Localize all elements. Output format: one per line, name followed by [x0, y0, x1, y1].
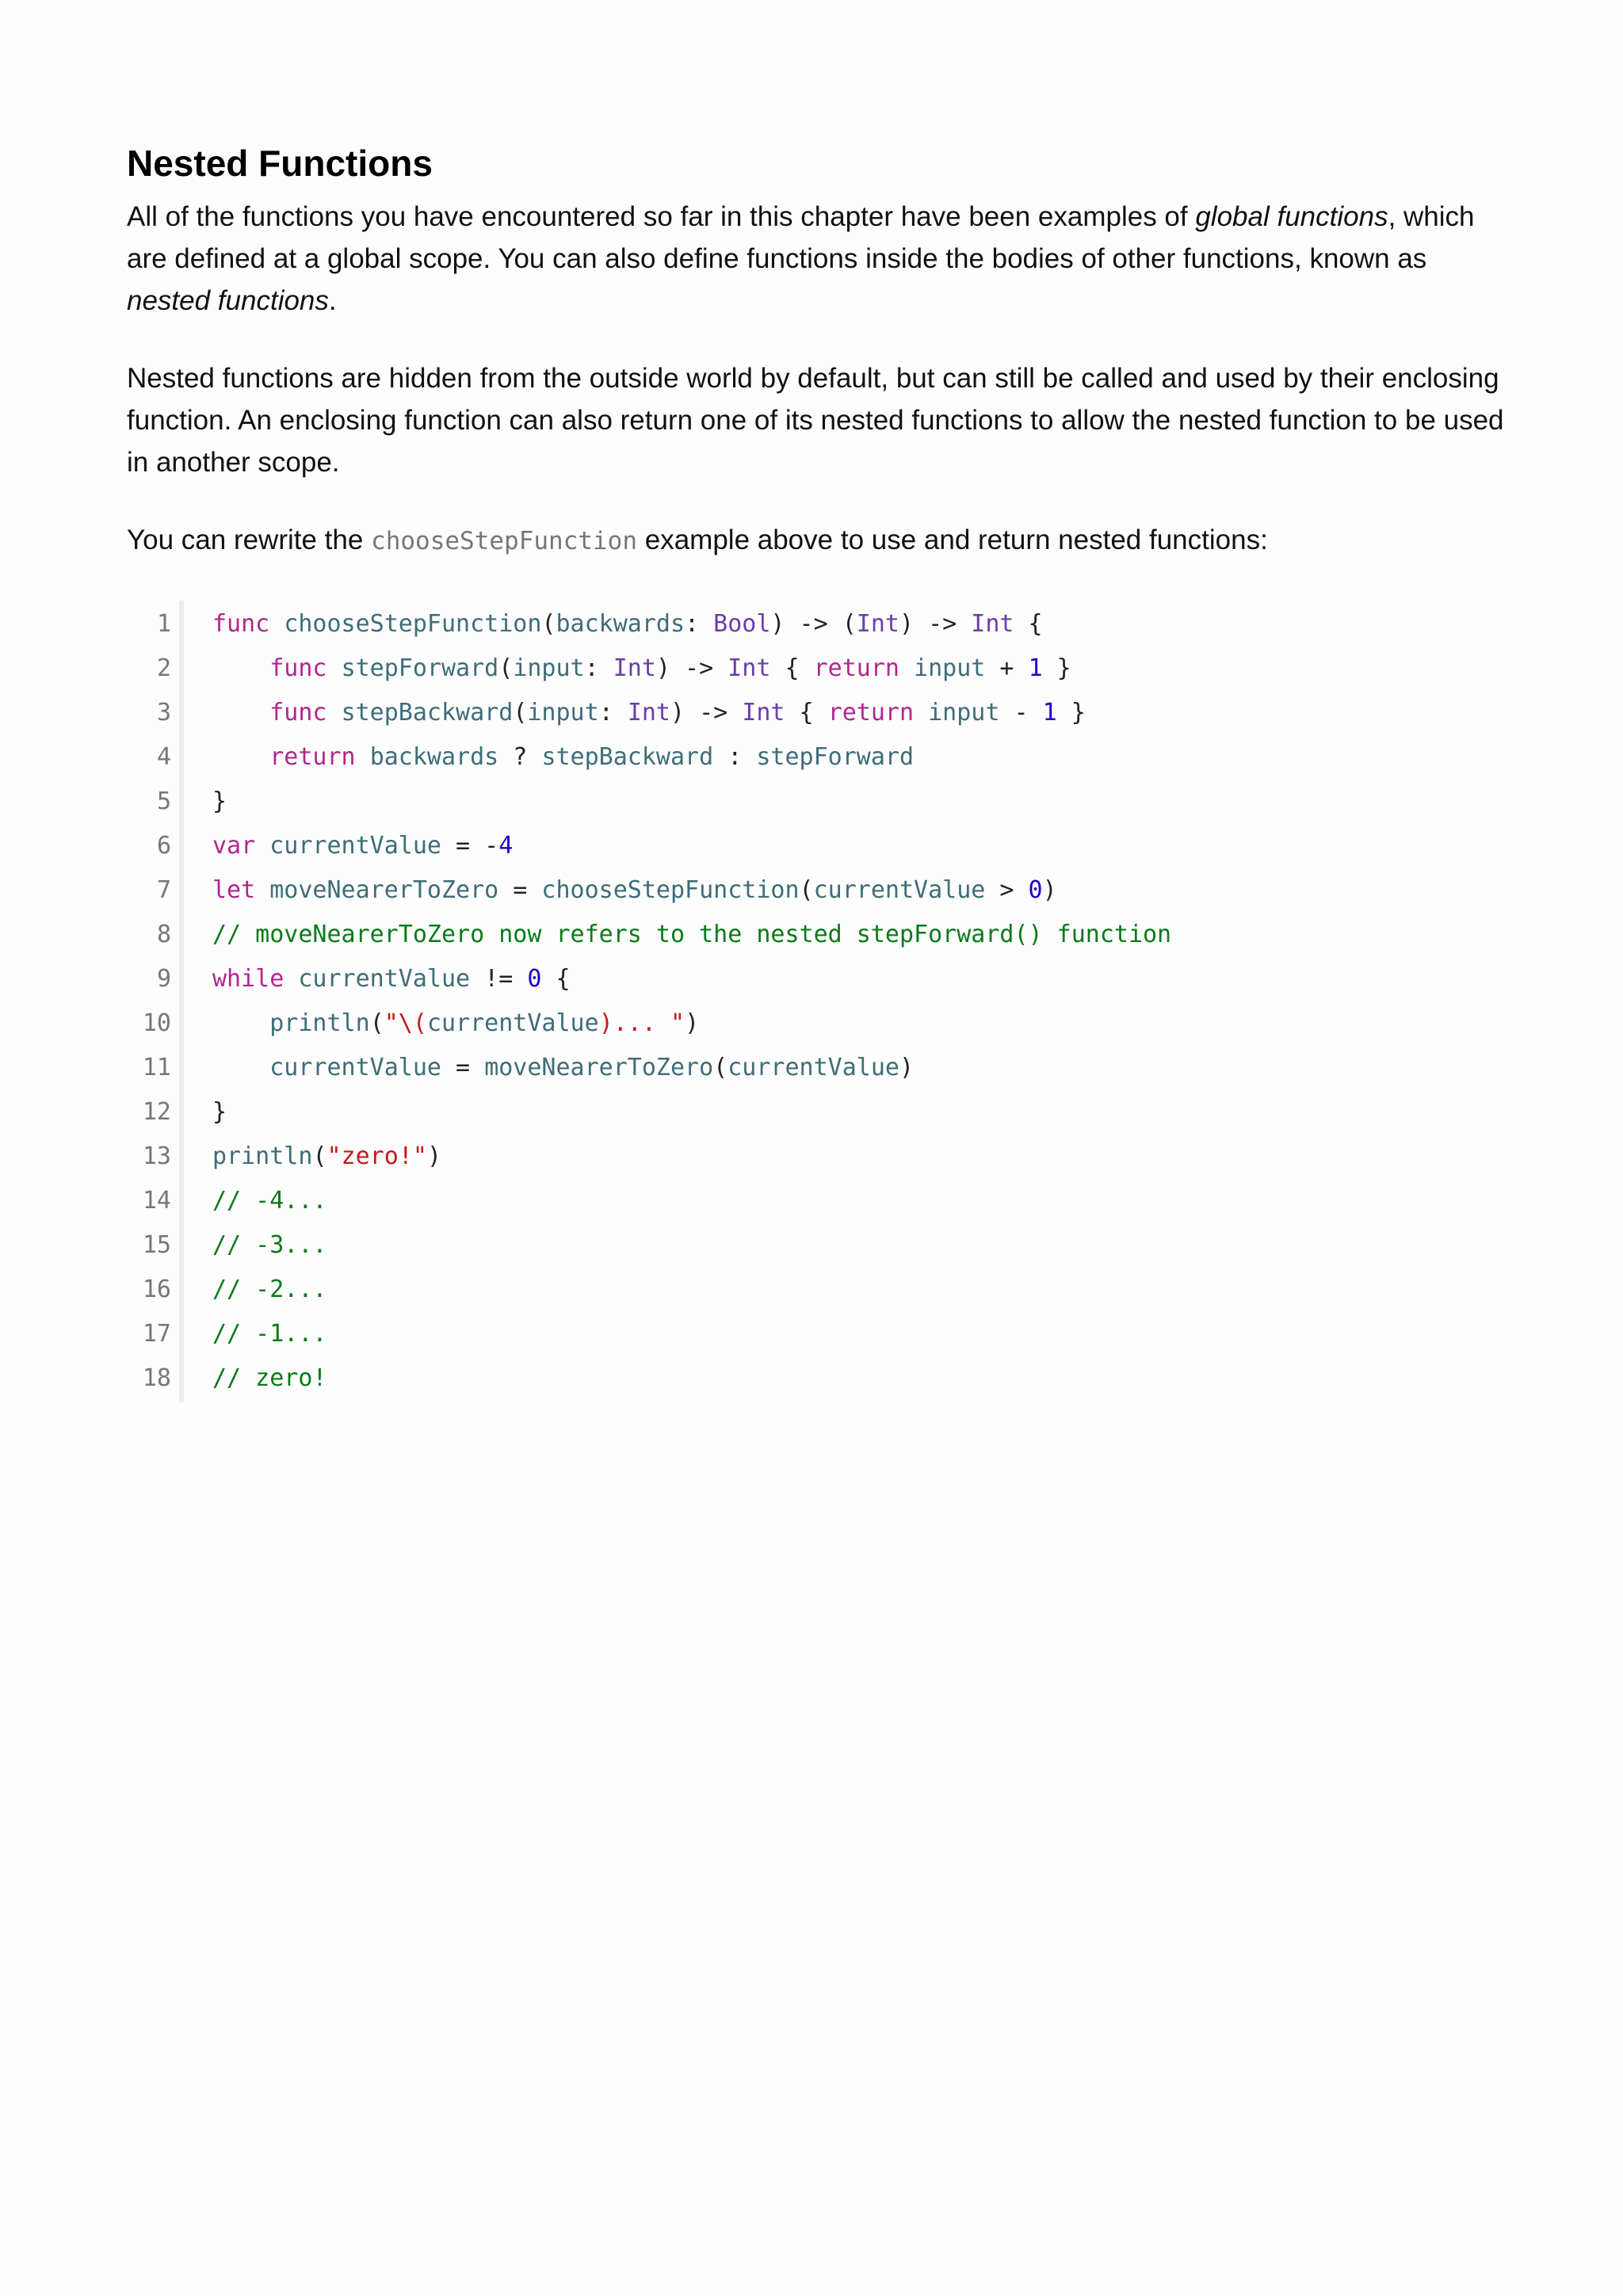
code-text: [179, 957, 571, 1001]
paragraph-nested-hidden: Nested functions are hidden from the outside world by default, but can still be called and used by their enclosing function. An enclosing function can also return one of its nested functions to allow the nested function to be used in another scope.: [127, 362, 1504, 478]
code-token: currentValue: [813, 875, 986, 904]
code-text: [179, 1312, 327, 1356]
code-text: [179, 1223, 327, 1268]
code-token: Int: [742, 698, 785, 727]
code-token: [269, 610, 284, 638]
code-token: Int: [971, 609, 1014, 638]
code-token: [284, 965, 298, 993]
line-number: 9: [156, 964, 171, 993]
code-token: return: [827, 698, 915, 727]
code-token: while: [212, 964, 285, 993]
code-token: 0: [527, 964, 542, 993]
line-number: 2: [156, 654, 171, 682]
code-token: {: [785, 698, 828, 727]
line-number: 18: [142, 1363, 171, 1392]
code-token: [212, 743, 269, 771]
code-token: ): [899, 1053, 915, 1081]
code-line: [127, 646, 1506, 691]
code-line: [127, 1001, 1506, 1046]
paragraph-rewrite-intro: [127, 519, 1506, 563]
code-token: =: [441, 1053, 485, 1081]
code-token: Int: [613, 654, 656, 682]
code-token: // moveNearerToZero now refers to the nested stepForward() function: [212, 920, 1172, 948]
code-token: Int: [727, 654, 771, 682]
code-token: ?: [498, 742, 542, 771]
code-line: [127, 1268, 1506, 1312]
line-number-gutter-divider: [179, 601, 184, 1402]
code-token: (: [541, 609, 556, 638]
code-line: [127, 868, 1506, 913]
code-token: currentValue: [269, 1053, 441, 1081]
code-token: [899, 654, 914, 682]
code-text: [179, 646, 1071, 691]
code-token: [356, 743, 370, 771]
code-line: [127, 1090, 1506, 1135]
code-token: }: [1056, 698, 1086, 727]
code-text: [179, 824, 513, 868]
code-text: [179, 1356, 327, 1401]
code-token: Int: [856, 609, 899, 638]
code-line: [127, 1312, 1506, 1356]
code-token: 4: [498, 831, 514, 860]
code-token: input: [513, 654, 585, 682]
line-number: 14: [142, 1186, 171, 1215]
code-token: var: [212, 831, 256, 860]
code-token: backwards: [369, 742, 499, 771]
code-token: currentValue: [727, 1053, 899, 1081]
code-token: stepForward: [756, 742, 915, 771]
line-number: 17: [142, 1319, 171, 1348]
line-number: 13: [142, 1142, 171, 1170]
code-token: chooseStepFunction: [284, 609, 542, 638]
code-text: [179, 1179, 327, 1223]
code-token: :: [584, 654, 613, 682]
code-token: (: [513, 698, 528, 727]
code-token: 0: [1028, 875, 1043, 904]
code-token: !=: [470, 964, 528, 993]
code-token: -: [999, 698, 1043, 727]
code-token: :: [598, 698, 628, 727]
code-token: currentValue: [269, 831, 441, 860]
code-token: stepForward: [341, 654, 499, 682]
code-line: [127, 1356, 1506, 1401]
code-line: [127, 602, 1506, 646]
code-token: Int: [627, 698, 670, 727]
code-token: input: [928, 698, 1000, 727]
code-line: [127, 1046, 1506, 1090]
line-number: 10: [142, 1009, 171, 1037]
code-text: [179, 1268, 327, 1312]
code-token: "zero!": [327, 1142, 427, 1170]
code-token: func: [212, 609, 270, 638]
code-line: [127, 957, 1506, 1001]
para1-term-nested-functions: nested functions: [127, 284, 329, 316]
code-line: [127, 1223, 1506, 1268]
code-token: [914, 699, 928, 727]
code-token: let: [212, 875, 256, 904]
line-number: 11: [142, 1053, 171, 1081]
code-token: // -3...: [212, 1230, 327, 1259]
line-number: 12: [142, 1097, 171, 1126]
code-text: [179, 735, 914, 780]
line-number: 6: [156, 831, 171, 860]
code-token: )... ": [598, 1009, 685, 1037]
code-token: [212, 699, 269, 727]
inline-code-choose-step-function: chooseStepFunction: [371, 526, 638, 555]
code-token: stepBackward: [541, 742, 714, 771]
document-page: [127, 143, 1506, 1401]
code-listing: [127, 602, 1506, 1401]
code-line: [127, 1135, 1506, 1179]
code-token: func: [269, 698, 327, 727]
code-token: [212, 654, 269, 682]
code-text: [179, 780, 227, 824]
code-token: 1: [1042, 698, 1057, 727]
code-token: [212, 1009, 269, 1037]
line-number: 5: [156, 787, 171, 815]
code-token: input: [914, 654, 986, 682]
line-number: 15: [142, 1230, 171, 1259]
code-line: [127, 913, 1506, 957]
code-line: [127, 824, 1506, 868]
code-token: (: [713, 1053, 728, 1081]
code-text: [179, 1046, 914, 1090]
code-line: [127, 1179, 1506, 1223]
code-token: (: [312, 1142, 327, 1170]
code-text: [179, 602, 1043, 646]
line-number: 3: [156, 698, 171, 727]
line-number: 16: [142, 1275, 171, 1303]
code-token: stepBackward: [341, 698, 514, 727]
code-token: >: [985, 875, 1029, 904]
code-token: "\(: [384, 1009, 427, 1037]
para1-term-global-functions: global functions: [1195, 200, 1388, 232]
code-token: [212, 1054, 269, 1081]
code-text: [179, 1135, 441, 1179]
code-token: chooseStepFunction: [541, 875, 800, 904]
paragraph-global-functions: [127, 196, 1506, 322]
code-text: [179, 1001, 699, 1046]
line-number: 8: [156, 920, 171, 948]
code-token: {: [770, 654, 814, 682]
line-number: 7: [156, 875, 171, 904]
code-token: =: [498, 875, 542, 904]
code-token: ) ->: [670, 698, 743, 727]
code-token: :: [685, 609, 714, 638]
code-token: input: [527, 698, 599, 727]
code-token: ): [1042, 875, 1057, 904]
code-token: ): [426, 1142, 441, 1170]
code-token: +: [985, 654, 1029, 682]
line-number: 1: [156, 609, 171, 638]
code-token: // zero!: [212, 1363, 327, 1392]
para1-text-1: All of the functions you have encountered so far in this chapter have been examples of: [127, 200, 1196, 232]
code-text: [179, 691, 1086, 735]
code-text: [179, 868, 1057, 913]
code-line: [127, 780, 1506, 824]
code-token: (: [369, 1009, 384, 1037]
code-line: [127, 691, 1506, 735]
para1-text-3: .: [328, 284, 337, 316]
code-token: moveNearerToZero: [484, 1053, 714, 1081]
code-token: currentValue: [298, 964, 471, 993]
para3-text-1: You can rewrite the: [127, 524, 372, 555]
code-token: (: [799, 875, 814, 904]
para1-text-2: , which are defined at a global scope. You can also define functions inside the bodies of other functions, known as: [127, 200, 1475, 274]
code-token: ) ->: [899, 609, 972, 638]
code-token: }: [212, 787, 227, 815]
code-token: {: [1014, 609, 1043, 638]
code-line: [127, 735, 1506, 780]
para3-text-2: example above to use and return nested functions:: [637, 524, 1268, 555]
code-token: 1: [1028, 654, 1043, 682]
code-token: }: [212, 1097, 227, 1126]
code-token: [255, 832, 269, 860]
code-token: ): [685, 1009, 700, 1037]
code-token: return: [269, 742, 356, 771]
code-token: ) ->: [655, 654, 728, 682]
code-token: }: [1042, 654, 1071, 682]
code-text: [179, 913, 1171, 957]
code-token: {: [541, 964, 571, 993]
code-token: println: [269, 1009, 370, 1037]
code-token: (: [498, 654, 514, 682]
code-token: // -1...: [212, 1319, 327, 1348]
code-token: [327, 654, 342, 682]
code-token: [255, 876, 269, 904]
code-token: Bool: [713, 609, 771, 638]
code-token: moveNearerToZero: [269, 875, 499, 904]
code-token: func: [269, 654, 327, 682]
code-token: backwards: [556, 609, 685, 638]
code-token: println: [212, 1142, 313, 1170]
code-token: // -2...: [212, 1275, 327, 1303]
code-token: // -4...: [212, 1186, 327, 1215]
code-token: [327, 699, 342, 727]
code-token: return: [813, 654, 899, 682]
code-token: ) -> (: [770, 609, 857, 638]
code-token: :: [713, 742, 757, 771]
code-text: [179, 1090, 227, 1135]
code-token: = -: [441, 831, 499, 860]
line-number: 4: [156, 742, 171, 771]
code-token: currentValue: [426, 1009, 599, 1037]
section-heading: Nested Functions: [127, 143, 433, 184]
